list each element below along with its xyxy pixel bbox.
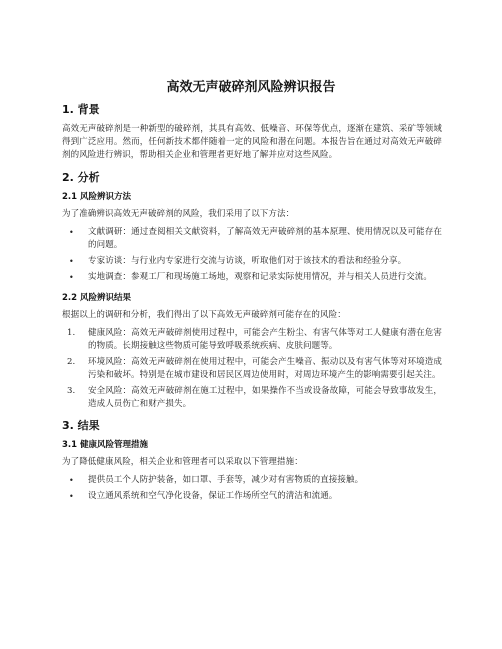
list-number: 3. (67, 386, 76, 396)
paragraph: 为了准确辨识高效无声破碎剂的风险，我们采用了以下方法： (62, 209, 295, 219)
paragraph: 为了降低健康风险，相关企业和管理者可以采取以下管理措施： (62, 457, 303, 467)
bullet-icon: • (69, 257, 74, 266)
section-heading: 3. 结果 (62, 419, 100, 432)
list-item (62, 356, 442, 382)
subsection-heading: 3.1 健康风险管理措施 (62, 440, 149, 450)
list-item-text: 设立通风系统和空气净化设备，保证工作场所空气的清洁和流通。 (88, 491, 338, 501)
list-number: 2. (67, 357, 76, 367)
numbered-list (62, 327, 442, 411)
list-item-text: 专家访谈：与行业内专家进行交流与访谈，听取他们对于该技术的看法和经验分享。 (88, 256, 407, 266)
section-heading: 2. 分析 (62, 171, 100, 184)
section-heading: 1. 背景 (62, 103, 100, 116)
bullet-icon: • (69, 273, 74, 282)
list-item-text: 提供员工个人防护装备，如口罩、手套等，减少对有害物质的直接接触。 (88, 475, 364, 485)
subsection-heading: 2.1 风险辨识方法 (62, 192, 132, 202)
list-item (62, 385, 442, 411)
section-conclusion (62, 419, 442, 503)
list-item (62, 255, 442, 268)
list-item (62, 474, 442, 487)
list-item-text: 健康风险：高效无声破碎剂使用过程中，可能会产生粉尘、有害气体等对工人健康有潜在危害的物质。长期接触这些物质可能导致呼吸系统疾病、皮肤问题等。 (88, 328, 442, 351)
section-analysis (62, 171, 442, 411)
list-item-text: 安全风险：高效无声破碎剂在施工过程中，如果操作不当或设备故障，可能会导致事故发生，造成人员伤亡和财产损失。 (88, 386, 442, 409)
section-background (62, 103, 442, 162)
bullet-list (62, 226, 442, 284)
list-number: 1. (67, 328, 76, 338)
list-item-text: 实地调查：参观工厂和现场施工场地，观察和记录实际使用情况，并与相关人员进行交流。 (88, 272, 433, 282)
list-item (62, 327, 442, 353)
document-title: 高效无声破碎剂风险辨识报告 (166, 80, 336, 95)
bullet-list (62, 474, 442, 503)
bullet-icon: • (69, 476, 74, 485)
paragraph: 根据以上的调研和分析，我们得出了以下高效无声破碎剂可能存在的风险： (62, 310, 346, 320)
list-item (62, 490, 442, 503)
document-body (62, 103, 442, 511)
list-item (62, 226, 442, 252)
list-item-text: 环境风险：高效无声破碎剂在使用过程中，可能会产生噪音、振动以及有害气体等对环境造成污染和破坏。特别是在城市建设和居民区周边使用时，对周边环境产生的影响需要引起关注。 (88, 357, 442, 380)
paragraph: 高效无声破碎剂是一种新型的破碎剂，其具有高效、低噪音、环保等优点，逐渐在建筑、采矿等领域得到广泛应用。然而，任何新技术都伴随着一定的风险和潜在问题。本报告旨在通过对高效无声破碎剂的风险进行辨识，帮助相关企业和管理者更好地了解并应对这些风险。 (62, 124, 442, 160)
bullet-icon: • (69, 228, 74, 237)
bullet-icon: • (69, 492, 74, 501)
list-item-text: 文献调研：通过查阅相关文献资料，了解高效无声破碎剂的基本原理、使用情况以及可能存在的问题。 (88, 227, 442, 250)
subsection-heading: 2.2 风险辨识结果 (62, 293, 132, 303)
list-item (62, 271, 442, 284)
